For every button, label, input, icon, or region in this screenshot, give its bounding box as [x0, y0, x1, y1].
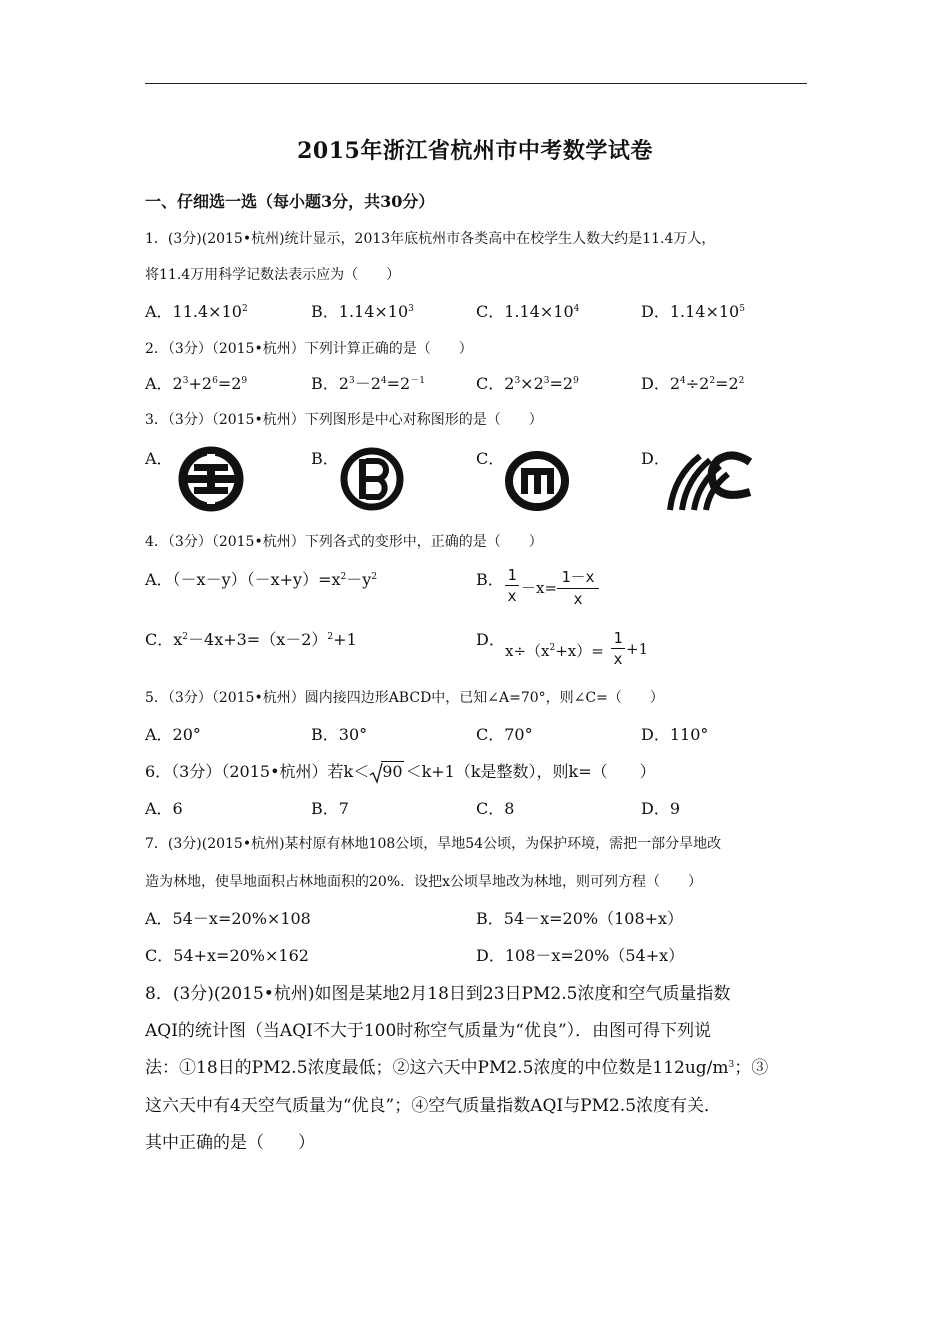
- q5-line: 5．（3分）（2015•杭州）圆内接四边形ABCD中，已知∠A=70°，则∠C=（ ）: [145, 690, 664, 706]
- q4-option-b-label: B．: [476, 570, 504, 589]
- q1-line2: 将11.4万用科学记数法表示应为（ ）: [145, 267, 401, 283]
- q4-b-fraction-2: 1－x x: [557, 566, 599, 608]
- page-title: 2015年浙江省杭州市中考数学试卷: [297, 138, 653, 164]
- bank-logo-c-icon: [504, 450, 570, 512]
- q8-line2: AQI的统计图（当AQI不大于100时称空气质量为“优良”）．由图可得下列说: [145, 1021, 712, 1041]
- bank-logo-d-icon: [666, 446, 754, 512]
- q6-line: 6．（3分）（2015•杭州）若k＜ 90 ＜k+1（k是整数），则k=（ ）: [145, 759, 656, 782]
- radical-sign-icon: [369, 762, 383, 784]
- q2-option-c: C．$2^3\times 2^3=2^9$: [476, 374, 579, 393]
- q8-line5: 其中正确的是（ ）: [145, 1133, 315, 1153]
- q4-b-middle: －x=: [521, 579, 558, 597]
- section-heading: 一、仔细选一选（每小题3分，共30分）: [145, 192, 435, 211]
- q5-option-c: C．70°: [476, 725, 533, 744]
- q7-option-b: B．54－x=20%（108+x）: [476, 909, 684, 928]
- q3-line: 3．（3分）（2015•杭州）下列图形是中心对称图形的是（ ）: [145, 412, 543, 428]
- q1-option-d: D．$1.14\times 10^5$: [641, 302, 745, 321]
- q8-line3: 法：①18日的PM2.5浓度最低；②这六天中PM2.5浓度的中位数是$112ug/m^3$；③: [145, 1058, 769, 1078]
- q1-option-a: A．$11.4\times 10^2$: [145, 302, 248, 321]
- q6-option-b: B．7: [311, 799, 349, 818]
- q7-line2: 造为林地，使旱地面积占林地面积的20%．设把x公顷旱地改为林地，则可列方程（ ）: [145, 874, 703, 890]
- q6-option-a: A．6: [145, 799, 183, 818]
- q4-option-c: C．$x^2-4x+3=(x-2)^2+1$: [145, 630, 357, 649]
- q1-line1: 1．(3分)(2015•杭州)统计显示，2013年底杭州市各类高中在校学生人数大约是11.4万人，: [145, 231, 716, 247]
- q6-option-c: C．8: [476, 799, 515, 818]
- q5-option-a: A．20°: [145, 725, 201, 744]
- q3-option-d-label: D．: [641, 449, 670, 468]
- q4-b-fraction-1: 1 x: [505, 566, 519, 605]
- q2-option-a: A．$2^3+2^6=2^9$: [145, 374, 248, 393]
- q8-line1: 8．(3分)(2015•杭州)如图是某地2月18日到23日PM2.5浓度和空气质量指数: [145, 984, 731, 1004]
- q7-option-c: C．54+x=20%×162: [145, 946, 309, 965]
- q4-line: 4．（3分）（2015•杭州）下列各式的变形中，正确的是（ ）: [145, 534, 543, 550]
- q6-option-d: D．9: [641, 799, 681, 818]
- q4-d-tail: +1: [626, 640, 649, 658]
- bank-logo-a-icon: [176, 444, 246, 514]
- q4-d-fraction: 1 x: [611, 629, 625, 668]
- q5-option-b: B．30°: [311, 725, 368, 744]
- q4-option-d-label: D．: [476, 630, 505, 649]
- q1-option-c: C．$1.14\times 10^4$: [476, 302, 580, 321]
- q7-option-a: A．54－x=20%×108: [145, 909, 311, 928]
- top-rule: [145, 83, 807, 84]
- q4-option-d-expr: $x\div(x^2+x)=$: [505, 642, 604, 660]
- q2-line: 2．（3分）（2015•杭州）下列计算正确的是（ ）: [145, 341, 473, 357]
- q4-option-a: A．$(-x-y)(-x+y)=x^2-y^2$: [145, 570, 378, 589]
- q3-option-b-label: B．: [311, 449, 339, 468]
- q8-line4: 这六天中有4天空气质量为“优良”；④空气质量指数AQI与PM2.5浓度有关．: [145, 1096, 722, 1116]
- q7-option-d: D．108－x=20%（54+x）: [476, 946, 685, 965]
- q2-option-d: D．$2^4\div 2^2=2^2$: [641, 374, 745, 393]
- q3-option-c-label: C．: [476, 449, 505, 468]
- q5-option-d: D．110°: [641, 725, 709, 744]
- q7-line1: 7．(3分)(2015•杭州)某村原有林地108公顷，旱地54公顷，为保护环境，需把一部分旱地改: [145, 836, 722, 852]
- bank-logo-b-icon: [339, 445, 405, 513]
- q2-option-b: B．$2^3-2^4=2^{-1}$: [311, 374, 425, 393]
- q1-option-b: B．$1.14\times 10^3$: [311, 302, 414, 321]
- q3-option-a-label: A．: [145, 449, 173, 468]
